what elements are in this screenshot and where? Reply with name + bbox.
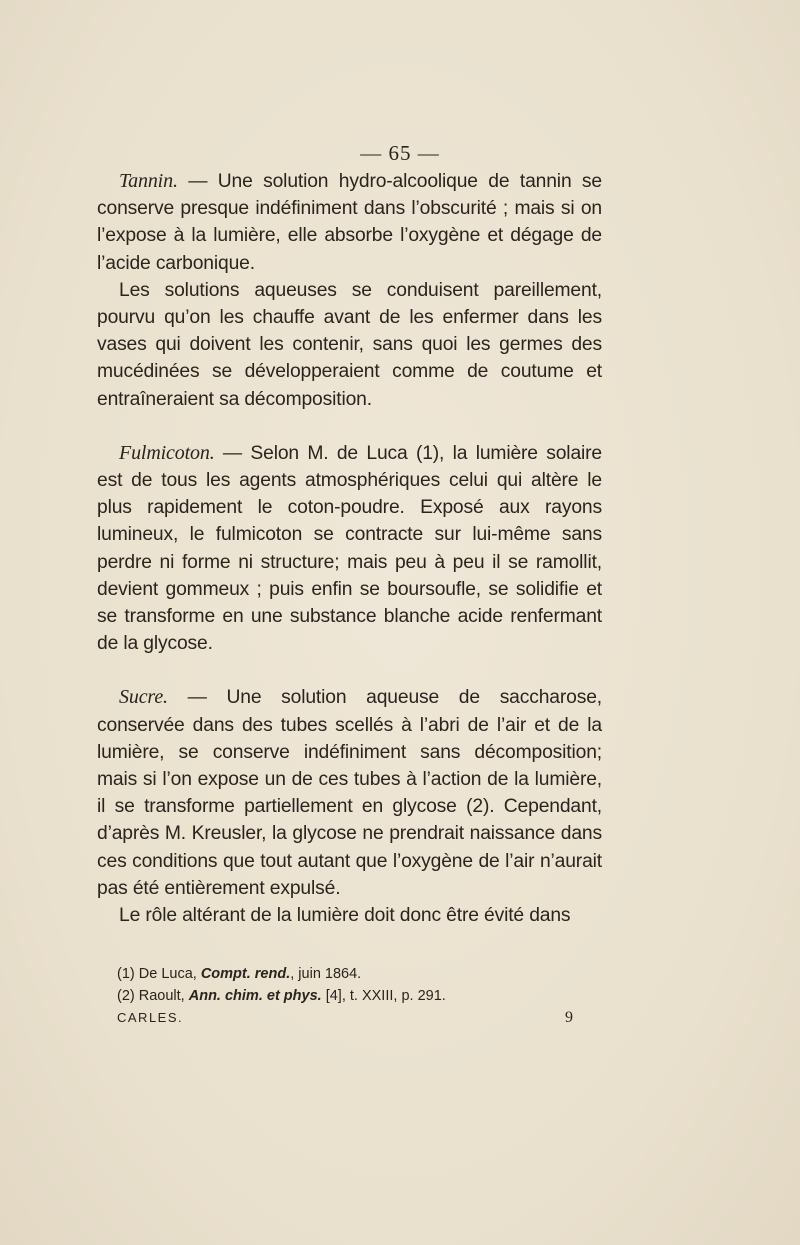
- page-number: — 65 —: [360, 141, 440, 165]
- signature-mark: CARLES.: [117, 1010, 184, 1025]
- paragraph-tannin: [97, 168, 602, 277]
- footnote-source: Ann. chim. et phys.: [188, 988, 322, 1004]
- paragraph-lead: Sucre.: [119, 686, 168, 709]
- paragraph-text: Le rôle altérant de la lumière doit donc être évité dans: [119, 905, 571, 927]
- footnote-2: [117, 985, 577, 1007]
- footnote-marker: (2) Raoult,: [117, 988, 189, 1004]
- footnote-1: [117, 963, 577, 985]
- footnotes: [117, 963, 577, 1007]
- body-text: [97, 168, 602, 929]
- paragraph-text: — Selon M. de Luca (1), la lumière solaire est de tous les agents atmosphériques celui qui altère le plus rapidement le coton-poudre. Exposé aux rayons lumineux, le fulmicoton se contracte sur lui-même sans perdre ni forme ni structure; mais peu à peu il se ramollit, devient gommeux ; puis enfin se boursoufle, se solidifie et se transforme en une substance blanche acide renfermant de la glycose.: [97, 442, 602, 655]
- paragraph-fulmicoton: [97, 440, 602, 658]
- paragraph-lead: Fulmicoton.: [119, 441, 215, 464]
- paragraph-sucre: [97, 684, 602, 902]
- paragraph-text: — Une solution aqueuse de saccharose, conservée dans des tubes scellés à l’abri de l’air et de la lumière, se conserve indéfiniment sans décomposition; mais si l’on expose un de ces tubes à l’action de la lumière, il se transforme partiellement en glycose (2). Cependant, d’après M. Kreusler, la glycose ne prendrait naissance dans ces conditions que tout autant que l’oxygène de l’air n’aurait pas été entièrement expulsé.: [97, 687, 602, 899]
- signature-number: 9: [565, 1009, 573, 1026]
- footnote-source: Compt. rend.: [200, 966, 291, 982]
- signature-line: [117, 1010, 573, 1025]
- paragraph-aqueous-solutions: [97, 277, 602, 413]
- footnote-rest: , juin 1864.: [290, 966, 362, 982]
- footnote-marker: (1) De Luca,: [117, 966, 201, 982]
- paragraph-lead: Tannin.: [119, 170, 178, 192]
- paragraph-text: Les solutions aqueuses se conduisent pareillement, pourvu qu’on les chauffe avant de les enfermer dans les vases qui doivent les contenir, sans quoi les germes des mucédinées se développeraient comme de coutume et entraîneraient sa décomposition.: [97, 279, 602, 410]
- paragraph-conclusion: [97, 902, 602, 929]
- footnote-rest: [4], t. XXIII, p. 291.: [321, 988, 446, 1004]
- paragraph-text: — Une solution hydro-alcoolique de tannin se conserve presque indéfiniment dans l’obscurité ; mais si on l’expose à la lumière, elle absorbe l’oxygène et dégage de l’acide carbonique.: [97, 171, 602, 274]
